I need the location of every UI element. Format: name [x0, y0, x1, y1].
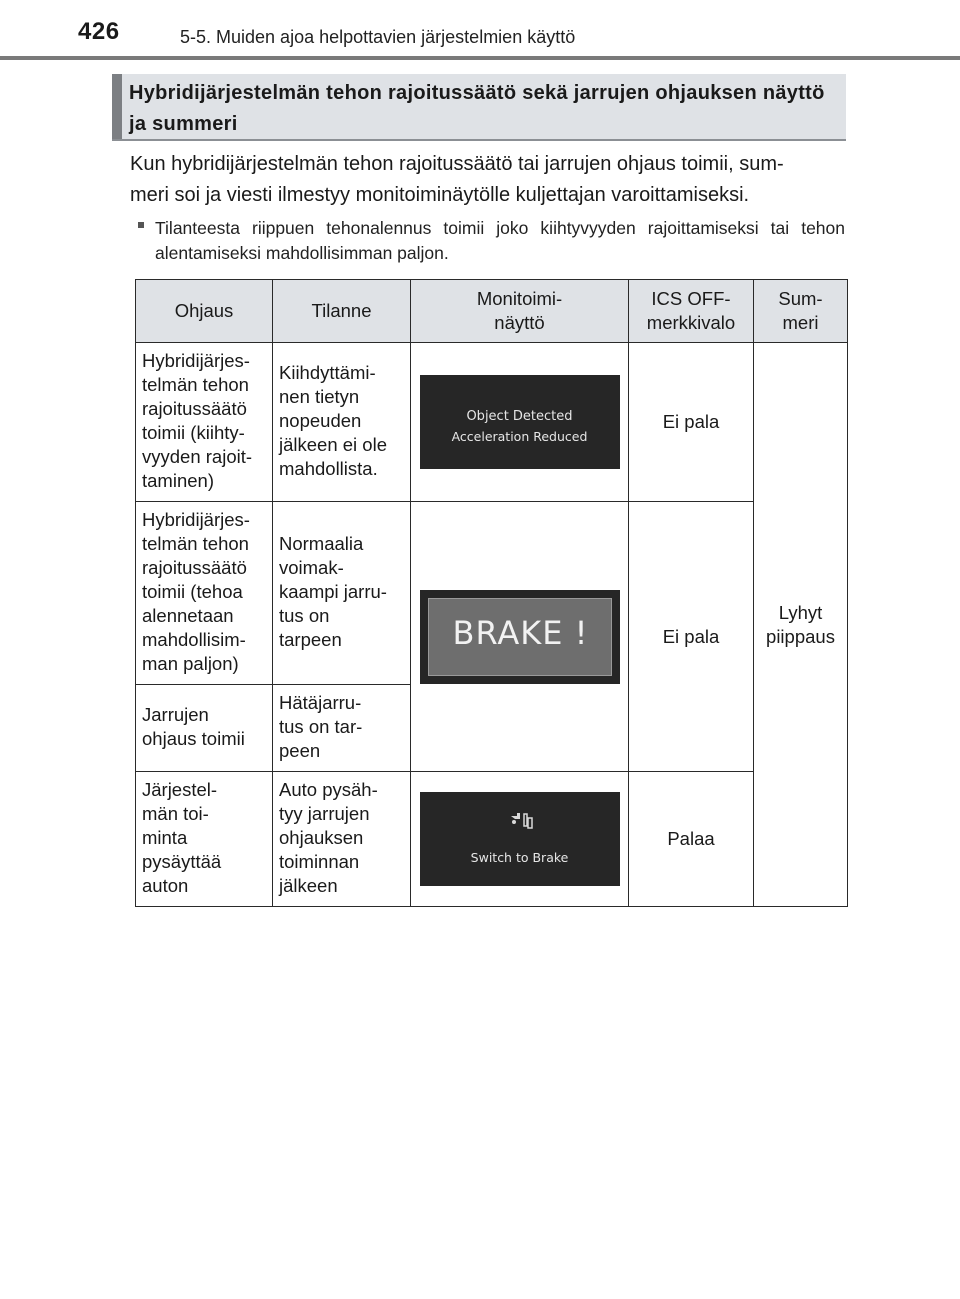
running-title: 5-5. Muiden ajoa helpottavien järjestelmien käyttö [180, 27, 576, 47]
header-control: Ohjaus [136, 280, 273, 343]
brake-panel [428, 598, 612, 676]
situation-cell: Auto pysäh- tyy jarrujen ohjauksen toiminnan jälkeen [273, 772, 411, 907]
header-buzzer: Sum- meri [754, 280, 848, 343]
hand-on-pedal-icon [508, 810, 534, 832]
page-header [0, 0, 960, 60]
header-ics-indicator: ICS OFF- merkkivalo [629, 280, 754, 343]
header-situation: Tilanne [273, 280, 411, 343]
ics-cell: Ei pala [629, 502, 754, 772]
display-line: Acceleration Reduced [451, 429, 588, 444]
header-rule [0, 56, 960, 60]
control-cell: Hybridijärjes- telmän tehon rajoitussäätö toimii (kiihty- vyyden rajoit- taminen) [136, 343, 273, 502]
situation-cell: Hätäjarru- tus on tar- peen [273, 685, 411, 772]
brake-display [420, 590, 620, 684]
situation-cell: Kiihdyttämi- nen tietyn nopeuden jälkeen ei ole mahdollista. [273, 343, 411, 502]
section-title: Hybridijärjestelmän tehon rajoitussäätö sekä jarrujen ohjauksen näyttö ja summeri [129, 82, 825, 135]
control-cell: Järjestel- män toi- minta pysäyttää auton [136, 772, 273, 907]
lead-paragraph [130, 149, 846, 211]
table-header-row [136, 280, 848, 343]
situation-cell: Normaalia voimak- kaampi jarru- tus on tarpeen [273, 502, 411, 685]
display-cell [411, 772, 629, 907]
section-heading-box [112, 74, 846, 141]
brake-text: BRAKE ! [452, 613, 589, 652]
page-number: 426 [78, 18, 120, 45]
table-row [136, 502, 848, 685]
lead-line: Kun hybridijärjestelmän tehon rajoitussäätö tai jarrujen ohjaus toimii, sum- [130, 153, 784, 175]
display-line: Object Detected [466, 409, 573, 424]
section-heading-bar [112, 74, 122, 139]
control-cell: Jarrujen ohjaus toimii [136, 685, 273, 772]
control-cell: Hybridijärjes- telmän tehon rajoitussäätö toimii (tehoa alennetaan mahdollisim- man paljon) [136, 502, 273, 685]
lead-line: meri soi ja viesti ilmestyy monitoiminäytölle kuljettajan varoittamiseksi. [130, 184, 750, 206]
object-detected-display [420, 375, 620, 469]
table-row [136, 772, 848, 907]
table-row [136, 343, 848, 502]
control-table [135, 279, 848, 907]
note-paragraph: Tilanteesta riippuen tehonalennus toimii joko kiihtyvyyden rajoittamiseksi tai tehon alentamiseksi mahdollisimman paljon. [155, 218, 845, 263]
display-cell [411, 343, 629, 502]
ics-cell: Palaa [629, 772, 754, 907]
buzzer-cell: Lyhyt piippaus [754, 343, 848, 907]
note-bullet-icon [138, 222, 144, 228]
display-line: Switch to Brake [470, 850, 569, 865]
switch-to-brake-display [420, 792, 620, 886]
header-display: Monitoimi- näyttö [411, 280, 629, 343]
display-cell [411, 502, 629, 772]
ics-cell: Ei pala [629, 343, 754, 502]
